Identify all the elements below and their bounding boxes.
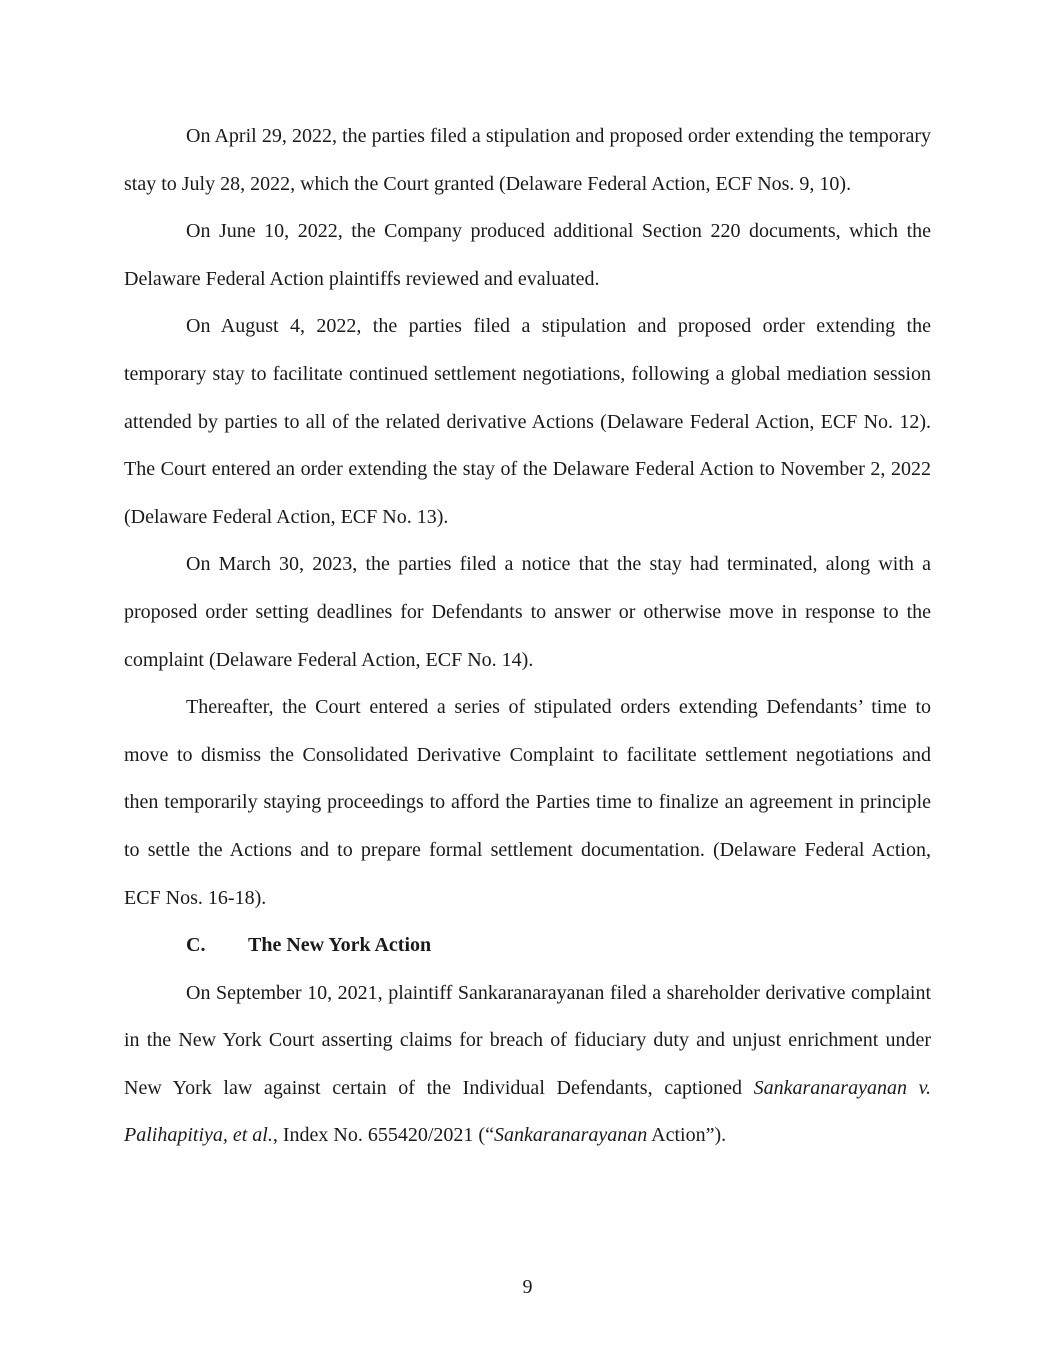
closing-text: Action”).	[647, 1124, 727, 1147]
section-letter: C.	[186, 934, 206, 957]
paragraph-stipulated-orders: Thereafter, the Court entered a series of stipulated orders extending Defendants’ time to move to dismiss the Consolidated Derivative Complaint to facilitate settlement negotiations and then temporarily staying proceedings to afford the Parties time to finalize an agreement in principle to settle the Actions and to prepare formal settlement documentation. (Delaware Federal Action, ECF Nos. 16-18).	[124, 696, 931, 909]
paragraph-intro-text: On September 10, 2021, plaintiff Sankaranarayanan filed a shareholder derivative complaint in the New York Court asserting claims for breach of fiduciary duty and unjust enrichment under New York law against certain of the Individual Defendants, captioned	[124, 981, 931, 1099]
paragraph-stipulation-april: On April 29, 2022, the parties filed a stipulation and proposed order extending the temporary stay to July 28, 2022, which the Court granted (Delaware Federal Action, ECF Nos. 9, 10).	[124, 125, 931, 195]
document-page	[124, 113, 931, 1160]
section-heading	[124, 922, 931, 970]
section-title: The New York Action	[248, 934, 432, 957]
case-caption: Sankaranarayanan v. Palihapitiya, et al.	[124, 1076, 931, 1147]
paragraph-stipulation-august: On August 4, 2022, the parties filed a stipulation and proposed order extending the temporary stay to facilitate continued settlement negotiations, following a global mediation session attended by parties to all of the related derivative Actions (Delaware Federal Action, ECF No. 12). The Court entered an order extending the stay of the Delaware Federal Action to November 2, 2022 (Delaware Federal Action, ECF No. 13).	[124, 315, 931, 528]
case-short-name: Sankaranarayanan	[493, 1124, 648, 1147]
index-number-text: , Index No. 655420/2021 (“	[272, 1124, 494, 1147]
page-number: 9	[522, 1276, 533, 1298]
paragraph-new-york-action	[124, 970, 931, 1160]
paragraph-section-220-documents: On June 10, 2022, the Company produced additional Section 220 documents, which the Delaware Federal Action plaintiffs reviewed and evaluated.	[124, 220, 931, 290]
paragraph-stay-terminated: On March 30, 2023, the parties filed a notice that the stay had terminated, along with a proposed order setting deadlines for Defendants to answer or otherwise move in response to the complaint (Delaware Federal Action, ECF No. 14).	[124, 553, 931, 671]
